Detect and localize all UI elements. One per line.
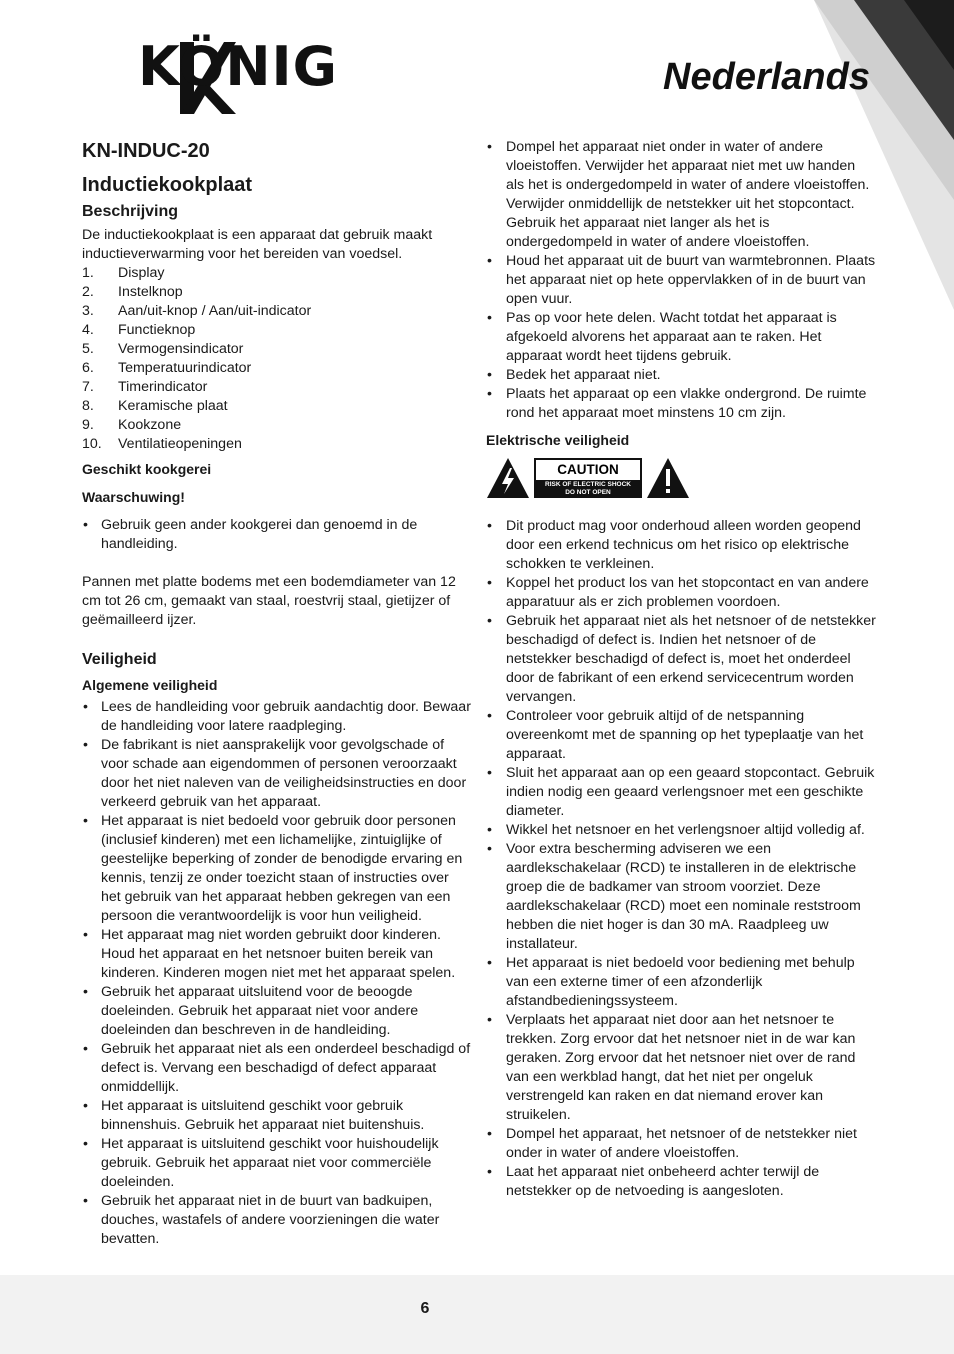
electrical-safety-list: [486, 517, 876, 1201]
part-number: 8.: [82, 398, 94, 414]
list-item: • De fabrikant is niet aansprakelijk voor gevolgschade of voor schade aan eigendommen of personen veroorzaakt door het niet naleven van de veiligheidsinstructies en door verkeerd gebruik van het apparaat.: [82, 736, 472, 812]
safety-heading: Veiligheid: [82, 651, 157, 668]
part-label: Ventilatieopeningen: [118, 436, 242, 452]
part-label: Keramische plaat: [118, 398, 228, 414]
list-item: • Het apparaat mag niet worden gebruikt door kinderen. Houd het apparaat en het netsnoer buiten bereik van kinderen. Kinderen mogen niet met het apparaat spelen.: [82, 926, 472, 983]
general-safety-heading: Algemene veiligheid: [82, 677, 218, 693]
list-item: • Dompel het apparaat, het netsnoer of de netstekker niet onder in water of andere vloeistoffen.: [486, 1125, 876, 1163]
part-item: [82, 416, 472, 435]
warning-list: [82, 516, 472, 554]
list-item: • Het apparaat is uitsluitend geschikt voor gebruik binnenshuis. Gebruik het apparaat niet buitenshuis.: [82, 1097, 472, 1135]
part-label: Temperatuurindicator: [118, 360, 252, 376]
part-item: [82, 378, 472, 397]
part-label: Kookzone: [118, 417, 182, 433]
list-item: • Verplaats het apparaat niet door aan het netsnoer te trekken. Zorg ervoor dat het netsnoer niet in de war kan geraken. Zorg ervoor dat het netsnoer niet over de rand van een werkblad hangt, dat het niet per ongeluk verstrengeld kan raken en dat niemand erover kan struikelen.: [486, 1011, 876, 1125]
pans-text: Pannen met platte bodems met een bodemdiameter van 12 cm tot 26 cm, gemaakt van staal, roestvrij staal, gietijzer of geëmailleerd ijzer.: [82, 574, 456, 628]
list-item: • Gebruik het apparaat niet als een onderdeel beschadigd of defect is. Vervang een beschadigd of defect apparaat onmiddellijk.: [82, 1040, 472, 1097]
part-item: [82, 302, 472, 321]
part-label: Instelknop: [118, 284, 183, 300]
caution-line-2: DO NOT OPEN: [565, 489, 611, 496]
list-item: • Voor extra bescherming adviseren we een aardlekschakelaar (RCD) te installeren in de elektrische groep die de badkamer van stroom voorziet. Deze aardlekschakelaar (RCD) moet een nominale reststroom hebben die niet hoger is dan 30 mA. Raadpleeg uw installateur.: [486, 840, 876, 954]
list-item: • Gebruik geen ander kookgerei dan genoemd in de handleiding.: [82, 516, 472, 554]
part-number: 3.: [82, 303, 94, 319]
lightning-warning-icon: [486, 456, 530, 500]
part-item: [82, 340, 472, 359]
brand-logo-text: KÖNIG: [138, 35, 338, 98]
part-item: [82, 283, 472, 302]
list-item: • Laat het apparaat niet onbeheerd achter terwijl de netstekker op de netvoeding is aangesloten.: [486, 1163, 876, 1201]
part-label: Functieknop: [118, 322, 196, 338]
list-item: • Koppel het product los van het stopcontact en van andere apparatuur als er zich problemen voordoen.: [486, 574, 876, 612]
part-item: [82, 397, 472, 416]
exclamation-warning-icon: [646, 456, 690, 500]
electrical-safety-heading: Elektrische veiligheid: [486, 432, 630, 448]
part-number: 4.: [82, 322, 94, 338]
list-item: • Controleer voor gebruik altijd of de netspanning overeenkomt met de spanning op het typeplaatje van het apparaat.: [486, 707, 876, 764]
part-label: Vermogensindicator: [118, 341, 244, 357]
part-item: [82, 359, 472, 378]
list-item: • Gebruik het apparaat uitsluitend voor de beoogde doeleinden. Gebruik het apparaat niet voor andere doeleinden dan beschreven in de handleiding.: [82, 983, 472, 1040]
list-item: • Het apparaat is niet bedoeld voor bediening met behulp van een externe timer of een afzonderlijk afstandbedieningssysteem.: [486, 954, 876, 1011]
parts-list: [82, 264, 472, 454]
part-item: [82, 321, 472, 340]
part-number: 5.: [82, 341, 94, 357]
list-item: • Lees de handleiding voor gebruik aandachtig door. Bewaar de handleiding voor latere raadpleging.: [82, 698, 472, 736]
product-heading: Inductiekookplaat: [82, 174, 253, 196]
part-item: [82, 264, 472, 283]
description-heading: Beschrijving: [82, 203, 179, 220]
right-column: [486, 138, 876, 1201]
list-item: • Dit product mag voor onderhoud alleen worden geopend door een erkend technicus om het risico op elektrische schokken te verkleinen.: [486, 517, 876, 574]
list-item: • Wikkel het netsnoer en het verlengsnoer altijd volledig af.: [486, 821, 876, 840]
general-safety-list-continued: [486, 138, 876, 423]
warning-heading: Waarschuwing!: [82, 489, 185, 505]
caution-line-1: RISK OF ELECTRIC SHOCK: [545, 481, 631, 488]
left-column: [82, 138, 472, 1249]
list-item: • Gebruik het apparaat niet in de buurt van badkuipen, douches, wastafels of andere voorzieningen die water bevatten.: [82, 1192, 472, 1249]
caution-subtext: [536, 480, 640, 497]
list-item: • Dompel het apparaat niet onder in water of andere vloeistoffen. Verwijder het apparaat niet met uw handen als het is ondergedompeld in water of andere vloeistoffen. Verwijder onmiddellijk de netstekker uit het stopcontact. Gebruik het apparaat niet langer als het is ondergedompeld in water of andere vloeistoffen.: [486, 138, 876, 252]
part-label: Aan/uit-knop / Aan/uit-indicator: [118, 303, 312, 319]
cookware-heading: Geschikt kookgerei: [82, 461, 212, 477]
list-item: • Bedek het apparaat niet.: [486, 366, 876, 385]
list-item: • Het apparaat is niet bedoeld voor gebruik door personen (inclusief kinderen) met een lichamelijke, zintuiglijke of geestelijke beperking of zonder de benodigde ervaring en kennis, tenzij ze onder toezicht staan of instructies over het gebruik van het apparaat hebben gekregen van een persoon die verantwoordelijk is voor hun veiligheid.: [82, 812, 472, 926]
description-text: De inductiekookplaat is een apparaat dat gebruik maakt inductieverwarming voor het bereiden van voedsel.: [82, 227, 433, 262]
caution-label: [486, 455, 876, 501]
part-number: 9.: [82, 417, 94, 433]
caution-title: CAUTION: [536, 460, 640, 480]
part-number: 6.: [82, 360, 94, 376]
list-item: • Sluit het apparaat aan op een geaard stopcontact. Gebruik indien nodig een geaard verlengsnoer met een geschikte diameter.: [486, 764, 876, 821]
general-safety-list: [82, 698, 472, 1249]
caution-box: [534, 458, 642, 498]
model-heading: KN-INDUC-20: [82, 140, 210, 162]
language-title: Nederlands: [663, 56, 870, 98]
part-label: Timerindicator: [118, 379, 208, 395]
list-item: • Gebruik het apparaat niet als het netsnoer of de netstekker beschadigd of defect is. Indien het netsnoer of de netstekker beschadigd of defect is, moet het onderdeel door de fabrikant of een erkend servicecentrum worden vervangen.: [486, 612, 876, 707]
part-number: 7.: [82, 379, 94, 395]
part-item: [82, 435, 472, 454]
part-number: 2.: [82, 284, 94, 300]
part-label: Display: [118, 265, 165, 281]
list-item: • Pas op voor hete delen. Wacht totdat het apparaat is afgekoeld alvorens het apparaat aan te raken. Het apparaat wordt heet tijdens gebruik.: [486, 309, 876, 366]
part-number: 10.: [82, 436, 102, 452]
page-number: 6: [420, 1300, 430, 1317]
list-item: • Houd het apparaat uit de buurt van warmtebronnen. Plaats het apparaat niet op hete oppervlakken of in de buurt van open vuur.: [486, 252, 876, 309]
list-item: • Plaats het apparaat op een vlakke ondergrond. De ruimte rond het apparaat moet minstens 10 cm zijn.: [486, 385, 876, 423]
part-number: 1.: [82, 265, 94, 281]
list-item: • Het apparaat is uitsluitend geschikt voor huishoudelijk gebruik. Gebruik het apparaat niet voor commerciële doeleinden.: [82, 1135, 472, 1192]
